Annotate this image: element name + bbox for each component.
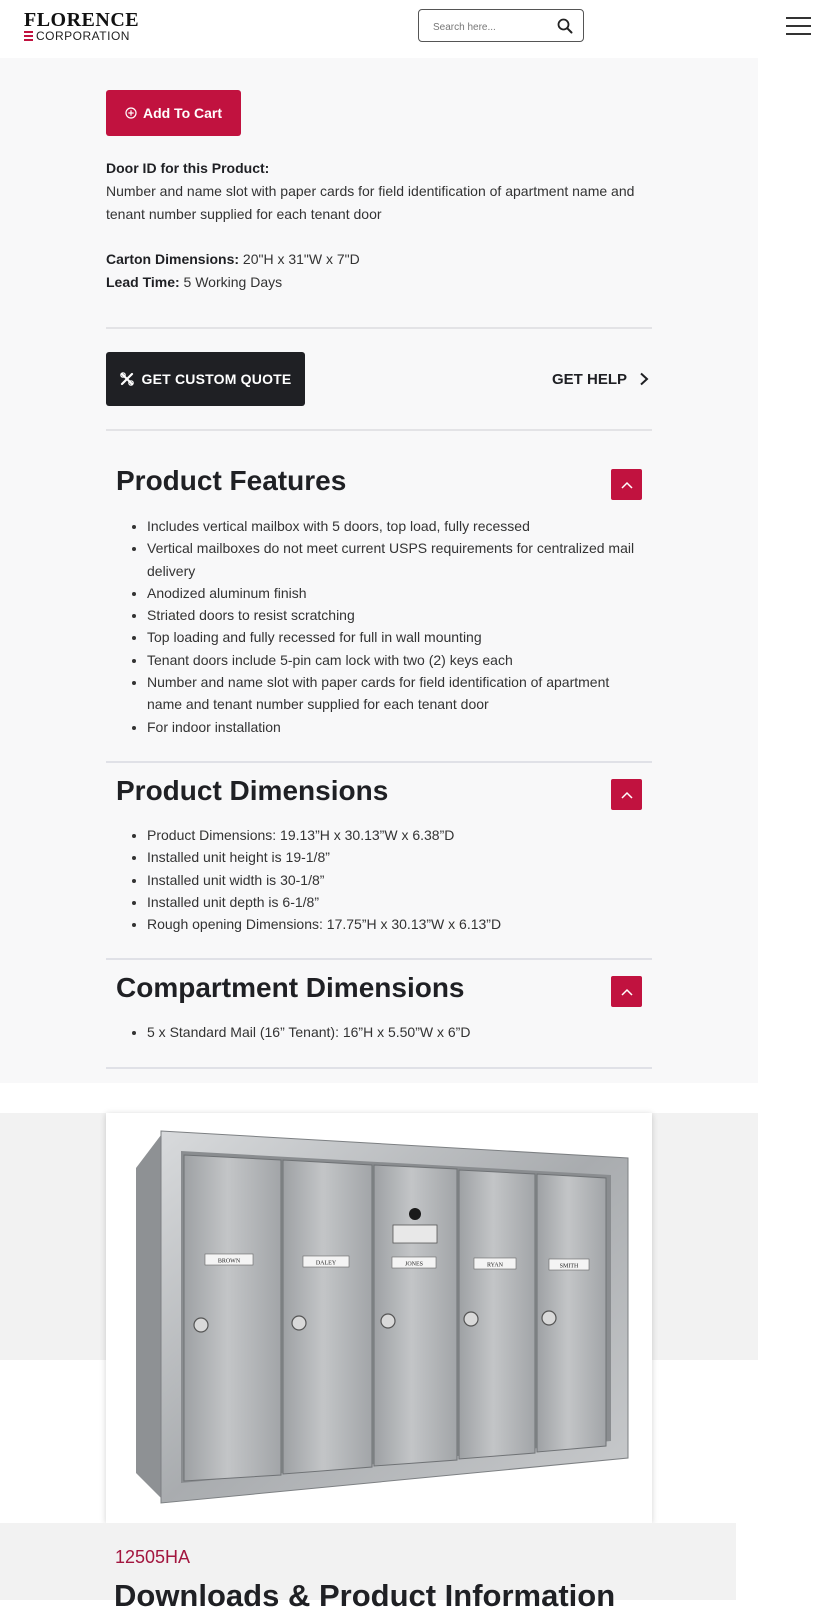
plus-circle-icon bbox=[125, 107, 137, 119]
list-item: • Top loading and fully recessed for full in wall mounting bbox=[147, 626, 647, 648]
chevron-up-icon bbox=[621, 988, 633, 996]
mailbox-illustration bbox=[106, 1113, 652, 1523]
divider bbox=[106, 327, 652, 329]
dimensions-list bbox=[116, 824, 647, 935]
divider bbox=[106, 429, 652, 431]
product-details-panel bbox=[0, 58, 758, 1083]
help-label: GET HELP bbox=[552, 370, 628, 388]
product-dimensions-title: Product Dimensions bbox=[116, 775, 389, 806]
search-input[interactable] bbox=[431, 17, 553, 37]
carton-value: 20"H x 31"W x 7"D bbox=[242, 251, 360, 267]
product-image[interactable] bbox=[106, 1113, 652, 1523]
collapse-features-button[interactable] bbox=[611, 469, 642, 500]
list-item: • For indoor installation bbox=[147, 716, 647, 738]
collapse-dimensions-button[interactable] bbox=[611, 779, 642, 810]
florence-logo[interactable] bbox=[24, 11, 139, 42]
site-header bbox=[0, 0, 835, 58]
features-list bbox=[116, 515, 647, 738]
logo-mark-icon bbox=[24, 31, 33, 41]
add-to-cart-button[interactable] bbox=[106, 90, 241, 136]
door-id-block bbox=[106, 157, 646, 226]
lead-time-value: 5 Working Days bbox=[183, 274, 283, 290]
list-item: • Installed unit width is 30-1/8” bbox=[147, 869, 647, 891]
door-name-label: JONES bbox=[404, 1261, 424, 1268]
list-item: • Rough opening Dimensions: 17.75”H x 30.13”W x 6.13”D bbox=[147, 913, 647, 935]
search-icon[interactable] bbox=[557, 18, 573, 34]
door-id-heading: Door ID for this Product: bbox=[106, 160, 270, 176]
menu-icon[interactable] bbox=[786, 17, 811, 37]
logo-wordmark: FLORENCE bbox=[24, 9, 140, 31]
tools-icon bbox=[120, 372, 134, 386]
list-item: • Striated doors to resist scratching bbox=[147, 604, 647, 626]
door-name-label: DALEY bbox=[315, 1260, 337, 1267]
list-item: • Tenant doors include 5-pin cam lock with two (2) keys each bbox=[147, 649, 647, 671]
chevron-up-icon bbox=[621, 481, 633, 489]
door-name-label: BROWN bbox=[217, 1258, 241, 1265]
quote-label: GET CUSTOM QUOTE bbox=[141, 371, 292, 387]
get-help-link[interactable] bbox=[552, 368, 649, 390]
search-box bbox=[418, 9, 584, 42]
door-name-label: SMITH bbox=[559, 1263, 579, 1270]
chevron-up-icon bbox=[621, 791, 633, 799]
downloads-title: Downloads & Product Information bbox=[114, 1578, 616, 1613]
compartment-list bbox=[116, 1021, 647, 1043]
add-to-cart-label: Add To Cart bbox=[142, 105, 223, 121]
door-name-label: RYAN bbox=[486, 1262, 504, 1269]
list-item: • Anodized aluminum finish bbox=[147, 582, 647, 604]
list-item: • Includes vertical mailbox with 5 doors, top load, fully recessed bbox=[147, 515, 647, 537]
divider bbox=[106, 958, 652, 960]
lead-time-label: Lead Time: bbox=[106, 274, 180, 290]
carton-label: Carton Dimensions: bbox=[106, 251, 240, 267]
logo-subtitle: CORPORATION bbox=[36, 29, 130, 43]
list-item: • 5 x Standard Mail (16” Tenant): 16”H x 5.50”W x 6”D bbox=[147, 1021, 647, 1043]
divider bbox=[106, 761, 652, 763]
list-item: • Number and name slot with paper cards for field identification of apartment name and tenant number supplied for each tenant door bbox=[147, 671, 647, 716]
list-item: • Installed unit depth is 6-1/8” bbox=[147, 891, 647, 913]
get-custom-quote-button[interactable] bbox=[106, 352, 305, 406]
compartment-dimensions-title: Compartment Dimensions bbox=[116, 972, 465, 1003]
list-item: • Vertical mailboxes do not meet current USPS requirements for centralized mail delivery bbox=[147, 537, 647, 582]
divider bbox=[106, 1067, 652, 1069]
product-features-title: Product Features bbox=[116, 465, 347, 496]
shipping-info bbox=[106, 248, 646, 294]
list-item: • Installed unit height is 19-1/8” bbox=[147, 846, 647, 868]
product-sku: 12505HA bbox=[115, 1547, 191, 1567]
chevron-right-icon bbox=[639, 372, 649, 386]
door-id-text: Number and name slot with paper cards for field identification of apartment name and tenant number supplied for each tenant door bbox=[106, 183, 635, 222]
list-item: • Product Dimensions: 19.13”H x 30.13”W x 6.38”D bbox=[147, 824, 647, 846]
collapse-compartment-button[interactable] bbox=[611, 976, 642, 1007]
